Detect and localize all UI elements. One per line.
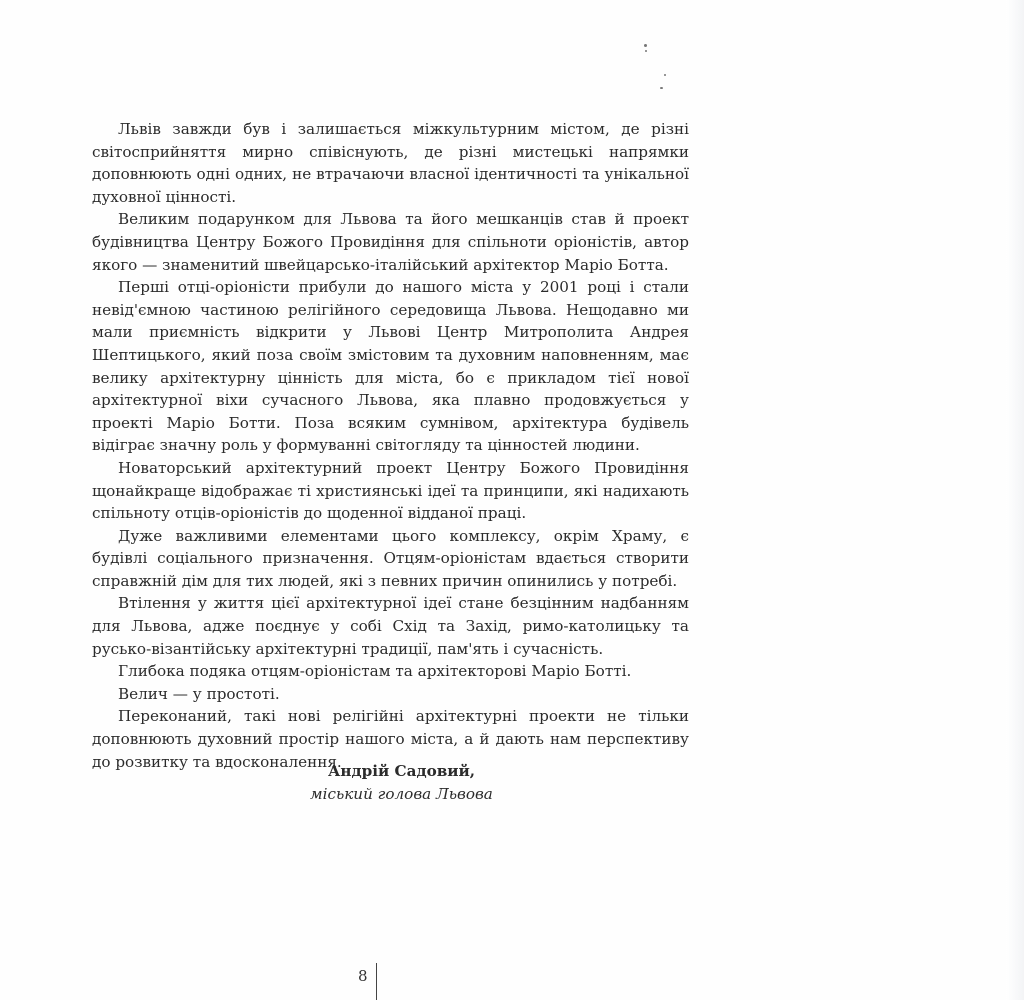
scan-speck	[664, 74, 666, 76]
paragraph: Переконаний, такі нові релігійні архітектурні проекти не тільки доповнюють духовний простір нашого міста, а й дають нам перспективу до розвитку та вдосконалення.	[92, 707, 689, 771]
signatory-title: міський голова Львова	[310, 784, 493, 803]
scan-edge-shadow	[1006, 0, 1024, 1000]
page-number-divider	[376, 963, 377, 1000]
body-text	[92, 118, 689, 773]
paragraph: Великим подарунком для Львова та його мешканців став й проект будівництва Центру Божого Провидіння для спільноти оріоністів, автор якого — знаменитий швейцарсько-італійський архітектор Маріо Ботта.	[92, 210, 689, 274]
paragraph: Дуже важливими елементами цього комплексу, окрім Храму, є будівлі соціального призначення. Отцям-оріоністам вдається створити справжній дім для тих людей, які з певних причин опинились у потребі.	[92, 526, 689, 590]
paragraph: Велич — у простоті.	[118, 684, 280, 703]
paragraph: Втілення у життя цієї архітектурної ідеї стане безцінним надбанням для Львова, адже поєднує у собі Схід та Захід, римо-католицьку та русько-візантійську архітектурні традиції, пам'ять і сучасність.	[92, 594, 689, 658]
scan-speck	[645, 50, 647, 52]
scan-speck	[644, 44, 647, 47]
paragraph: Глибока подяка отцям-оріоністам та архітекторові Маріо Ботті.	[118, 662, 632, 681]
paragraph: Перші отці-оріоністи прибули до нашого міста у 2001 році і стали невід'ємною частиною релігійного середовища Львова. Нещодавно ми мали приємність відкрити у Львові Центр Митрополита Андрея Шептицького, який поза своїм змістовим та духовним наповненням, має велику архітектурну цінність для міста, бо є прикладом тієї нової архітектурної віхи сучасного Львова, яка плавно продовжується у проекті Маріо Ботти. Поза всяким сумнівом, архітектура будівель відіграє значну роль у формуванні світогляду та цінностей людини.	[92, 278, 689, 455]
paragraph: Новаторський архітектурний проект Центру Божого Провидіння щонайкраще відображає ті християнські ідеї та принципи, які надихають спільноту отців-оріоністів до щоденної відданої праці.	[92, 458, 689, 523]
page-number: 8	[358, 967, 368, 985]
scan-speck	[660, 87, 663, 89]
signatory-name: Андрій Садовий,	[328, 762, 476, 780]
signature-block	[290, 760, 530, 805]
paragraph: Львів завжди був і залишається міжкультурним містом, де різні світосприйняття мирно співіснують, де різні мистецькі напрямки доповнюють одні одних, не втрачаючи власної ідентичності та унікальної духовної цінності.	[92, 120, 689, 206]
